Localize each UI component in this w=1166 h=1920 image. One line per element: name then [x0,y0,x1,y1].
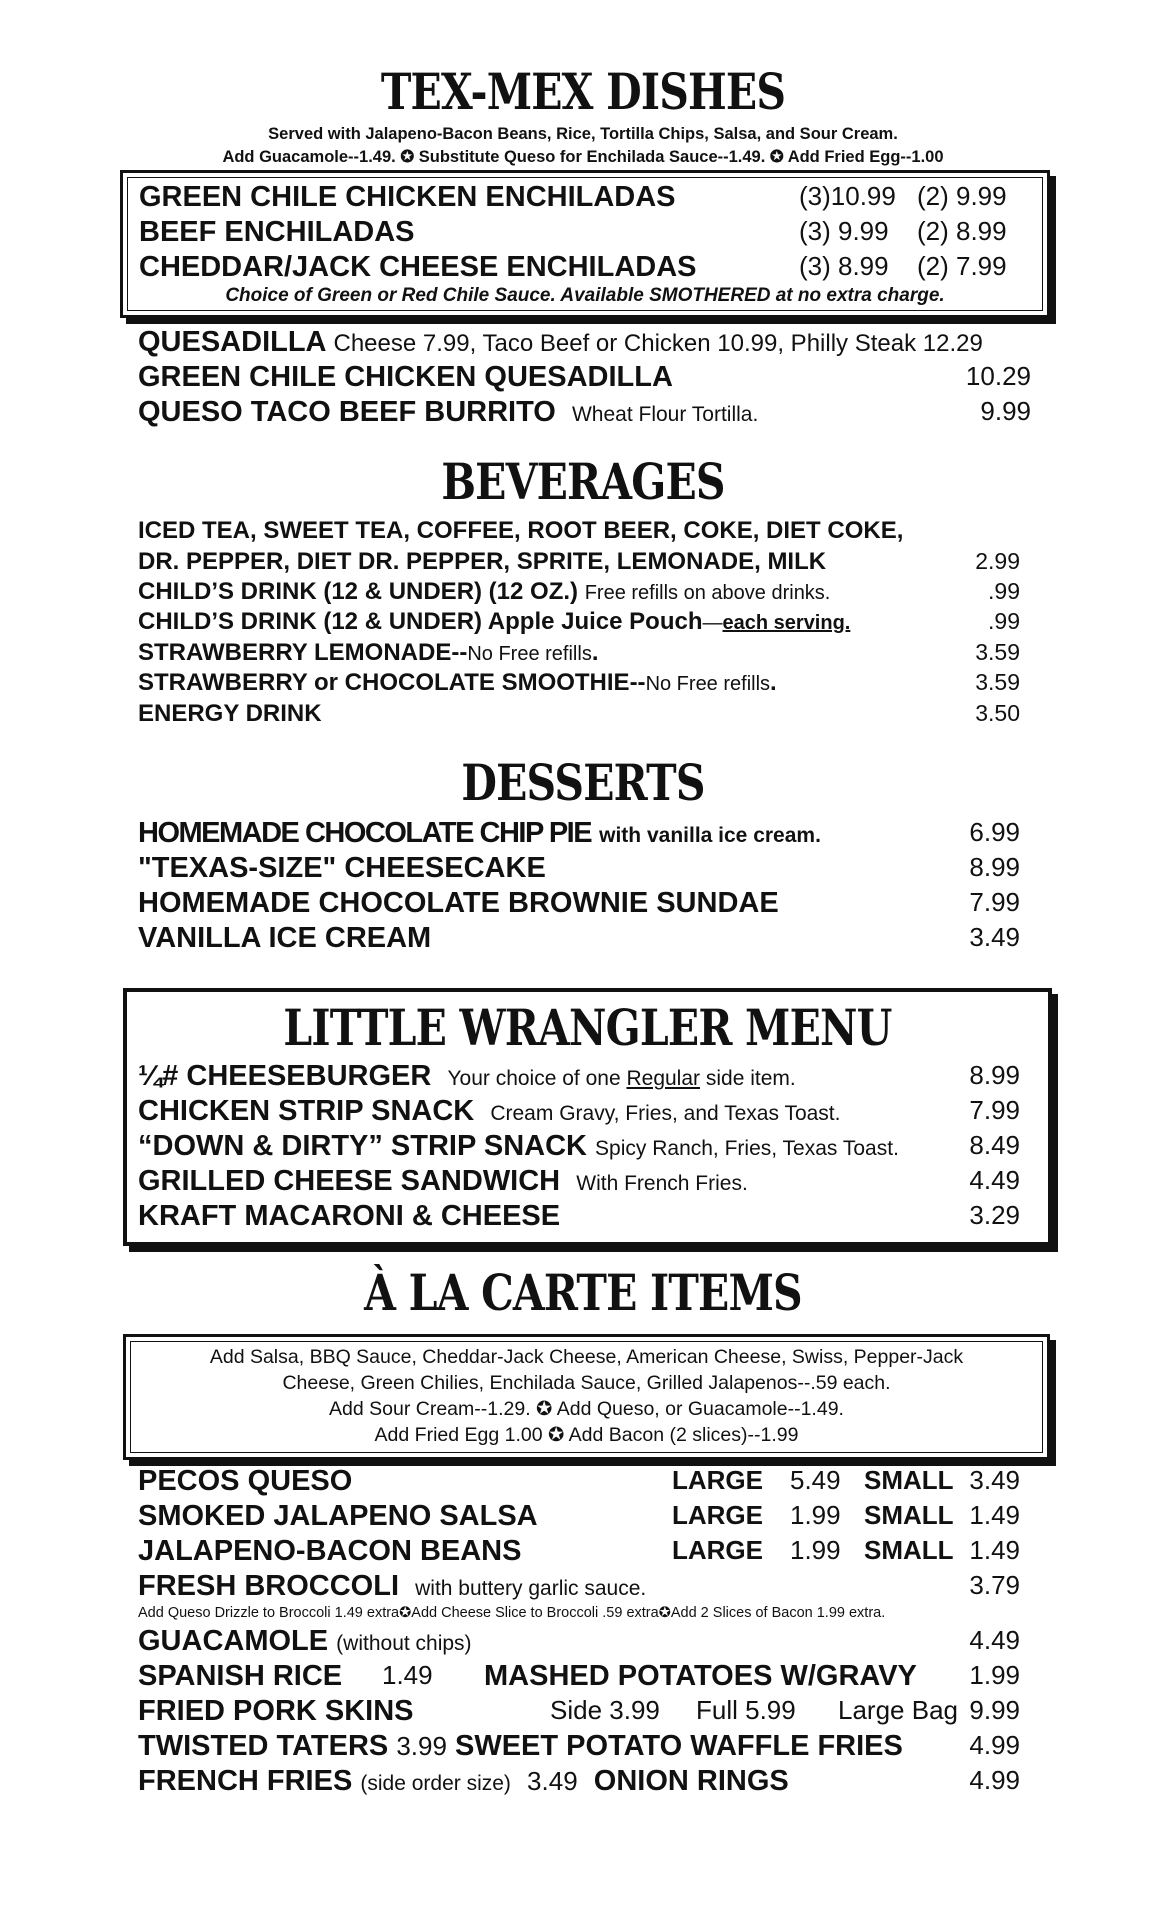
wrangler-row [138,1060,1020,1096]
desserts-title: DESSERTS [461,753,705,812]
smoothie-price: 3.59 [975,669,1020,695]
texmex-subtitle-1: Served with Jalapeno-Bacon Beans, Rice, Tortilla Chips, Salsa, and Sour Cream. [268,125,898,143]
enchiladas-box [120,170,1050,318]
dessert-row [138,852,1020,888]
enchilada-row [139,181,1029,217]
beverage-line-2 [138,548,1020,578]
quesadilla-desc: Cheese 7.99, Taco Beef or Chicken 10.99, Philly Steak 12.29 [333,330,983,357]
sized-item-row [138,1535,1020,1571]
sized-item-row [138,1500,1020,1536]
fries-row [138,1765,1020,1801]
dessert-name: HOMEMADE CHOCOLATE CHIP PIE [138,817,592,849]
energy-drink-price: 3.50 [975,700,1020,726]
child-drink-pouch-row [138,608,1020,638]
fries-desc: (side order size) [360,1772,511,1795]
enchilada-price-3: (3)10.99 [799,181,896,211]
smoothie-desc: No Free refills [645,673,771,695]
broccoli-note: Add Queso Drizzle to Broccoli 1.49 extra✪Add Cheese Slice to Broccoli .59 extra✪Add 2 Slices of Bacon 1.99 extra. [138,1605,886,1621]
burrito-desc: Wheat Flour Tortilla. [571,403,759,426]
taters-row [138,1730,1020,1766]
onion-rings-price: 4.99 [969,1765,1020,1795]
dessert-row [138,887,1020,923]
guacamole-price: 4.49 [969,1625,1020,1655]
burrito-name: QUESO TACO BEEF BURRITO [138,396,556,428]
rice-price: 1.49 [382,1660,433,1690]
large-price: 5.49 [790,1465,841,1495]
wrangler-row [138,1095,1020,1131]
enchilada-price-3: (3) 8.99 [799,251,889,281]
wrangler-row [138,1130,1020,1166]
alacarte-addons-box [123,1334,1050,1460]
dessert-price: 8.99 [969,852,1020,882]
burrito-price: 9.99 [980,396,1031,426]
mashed-name: MASHED POTATOES W/GRAVY [484,1660,917,1692]
broccoli-name: FRESH BROCCOLI [138,1570,399,1602]
wrangler-price: 7.99 [969,1095,1020,1125]
wrangler-name: “DOWN & DIRTY” STRIP SNACK [138,1130,587,1162]
enchilada-name: BEEF ENCHILADAS [139,216,415,248]
beverage-list-2: DR. PEPPER, DIET DR. PEPPER, SPRITE, LEMONADE, MILK [138,548,827,575]
large-label: LARGE [672,1535,763,1565]
fries-name: FRENCH FRIES [138,1765,353,1797]
enchilada-row [139,216,1029,252]
small-label: SMALL [864,1465,954,1495]
wrangler-name: CHICKEN STRIP SNACK [138,1095,475,1127]
small-price: 1.49 [969,1535,1020,1565]
enchilada-price-2: (2) 7.99 [917,251,1007,281]
sweet-potato-name: SWEET POTATO WAFFLE FRIES [454,1730,903,1762]
pork-skins-row [138,1695,1020,1731]
dessert-name: "TEXAS-SIZE" CHEESECAKE [138,852,546,884]
burrito-row [138,396,1031,432]
guacamole-row [138,1625,1020,1661]
energy-drink-row [138,700,1020,730]
wrangler-price: 3.29 [969,1200,1020,1230]
guacamole-name: GUACAMOLE [138,1625,329,1657]
wrangler-desc: Your choice of one [447,1067,627,1090]
child-drink-desc: Free refills on above drinks. [584,582,831,604]
large-label: LARGE [672,1465,763,1495]
small-label: SMALL [864,1535,954,1565]
broccoli-desc: with buttery garlic sauce. [415,1577,647,1600]
broccoli-row [138,1570,1020,1606]
dessert-row [138,922,1020,958]
alacarte-title: À LA CARTE ITEMS [364,1263,802,1322]
smoothie-name: STRAWBERRY or CHOCOLATE SMOOTHIE-- [138,669,646,696]
gc-quesadilla-name: GREEN CHILE CHICKEN QUESADILLA [138,361,673,393]
child-drink-row [138,578,1020,608]
large-price: 1.99 [790,1535,841,1565]
wrangler-name: KRAFT MACARONI & CHEESE [138,1200,561,1232]
sized-item-name: JALAPENO-BACON BEANS [138,1535,522,1567]
strawberry-lemonade-row [138,639,1020,669]
large-price: 1.99 [790,1500,841,1530]
wrangler-name: ¼# CHEESEBURGER [138,1060,432,1092]
enchilada-row [139,251,1029,287]
wrangler-desc: With French Fries. [576,1172,748,1195]
strawberry-lemonade-name: STRAWBERRY LEMONADE-- [138,639,468,666]
broccoli-price: 3.79 [969,1570,1020,1600]
alacarte-addons-inner [130,1341,1043,1453]
dessert-name: HOMEMADE CHOCOLATE BROWNIE SUNDAE [138,887,779,919]
gc-quesadilla-row [138,361,1031,397]
child-pouch-dash: — [702,612,723,634]
sized-item-name: SMOKED JALAPENO SALSA [138,1500,538,1532]
wrangler-price: 4.49 [969,1165,1020,1195]
strawberry-lemonade-desc: No Free refills [467,643,592,665]
child-drink-name: CHILD’S DRINK (12 & UNDER) (12 OZ.) [138,578,579,605]
dessert-desc: with vanilla ice cream. [599,824,821,847]
smoothie-dot: . [770,669,777,696]
child-pouch-price: .99 [988,608,1020,634]
smoothie-row [138,669,1020,699]
fries-price: 3.49 [527,1766,578,1796]
strawberry-lemonade-price: 3.59 [975,639,1020,665]
pork-side: Side 3.99 [550,1695,660,1725]
energy-drink-name: ENERGY DRINK [138,700,322,727]
quesadilla-row [138,326,1031,362]
rice-name: SPANISH RICE [138,1660,343,1692]
child-pouch-name: CHILD’S DRINK (12 & UNDER) Apple Juice Pouch [138,608,703,635]
pork-full: Full 5.99 [696,1695,796,1725]
pork-bag-price: 9.99 [969,1695,1020,1725]
enchilada-price-3: (3) 9.99 [799,216,889,246]
wrangler-row [138,1200,1020,1236]
small-price: 3.49 [969,1465,1020,1495]
dessert-row [138,817,1020,853]
wrangler-title: LITTLE WRANGLER MENU [283,998,892,1057]
addons-line: Add Sour Cream--1.29. ✪ Add Queso, or Guacamole--1.49. [329,1398,844,1420]
dessert-price: 7.99 [969,887,1020,917]
taters-name: TWISTED TATERS [138,1730,389,1762]
child-pouch-desc: each serving. [722,612,851,634]
enchilada-price-2: (2) 8.99 [917,216,1007,246]
taters-price: 3.99 [396,1731,447,1761]
child-drink-price: .99 [988,578,1020,604]
quesadilla-name: QUESADILLA [138,326,326,358]
strawberry-lemonade-dot: . [591,639,599,666]
enchilada-price-2: (2) 9.99 [917,181,1007,211]
enchilada-note: Choice of Green or Red Chile Sauce. Available SMOTHERED at no extra charge. [225,285,945,306]
enchilada-name: GREEN CHILE CHICKEN ENCHILADAS [139,181,676,213]
small-label: SMALL [864,1500,954,1530]
large-label: LARGE [672,1500,763,1530]
dessert-name: VANILLA ICE CREAM [138,922,432,954]
addons-line: Cheese, Green Chilies, Enchilada Sauce, Grilled Jalapenos--.59 each. [282,1372,891,1394]
sized-item-row [138,1465,1020,1501]
addons-line: Add Salsa, BBQ Sauce, Cheddar-Jack Cheese, American Cheese, Swiss, Pepper-Jack [209,1346,964,1368]
gc-quesadilla-price: 10.29 [965,361,1031,391]
sweet-potato-price: 4.99 [969,1730,1020,1760]
wrangler-name: GRILLED CHEESE SANDWICH [138,1165,561,1197]
guacamole-desc: (without chips) [336,1632,472,1655]
small-price: 1.49 [969,1500,1020,1530]
wrangler-price: 8.49 [969,1130,1020,1160]
enchilada-name: CHEDDAR/JACK CHEESE ENCHILADAS [139,251,697,283]
wrangler-desc: Cream Gravy, Fries, and Texas Toast. [490,1102,841,1125]
beverage-price: 2.99 [975,548,1020,574]
wrangler-price: 8.99 [969,1060,1020,1090]
rice-mashed-row [138,1660,1020,1696]
wrangler-desc: Spicy Ranch, Fries, Texas Toast. [595,1137,899,1160]
pork-bag-label: Large Bag [838,1695,958,1725]
dessert-price: 6.99 [969,817,1020,847]
beverage-list-1: ICED TEA, SWEET TEA, COFFEE, ROOT BEER, COKE, DIET COKE, [138,517,904,544]
texmex-title: TEX-MEX DISHES [380,62,786,121]
mashed-price: 1.99 [969,1660,1020,1690]
pork-skins-name: FRIED PORK SKINS [138,1695,414,1727]
wrangler-desc-end: side item. [700,1067,796,1090]
beverages-title: BEVERAGES [441,452,725,511]
texmex-subtitle-2: Add Guacamole--1.49. ✪ Substitute Queso for Enchilada Sauce--1.49. ✪ Add Fried Egg--1.00 [222,148,944,166]
onion-rings-name: ONION RINGS [593,1765,789,1797]
wrangler-desc-underline: Regular [626,1067,701,1090]
sized-item-name: PECOS QUESO [138,1465,353,1497]
addons-line: Add Fried Egg 1.00 ✪ Add Bacon (2 slices)--1.99 [374,1424,799,1446]
beverage-line-1 [138,517,1020,547]
wrangler-row [138,1165,1020,1201]
dessert-price: 3.49 [969,922,1020,952]
